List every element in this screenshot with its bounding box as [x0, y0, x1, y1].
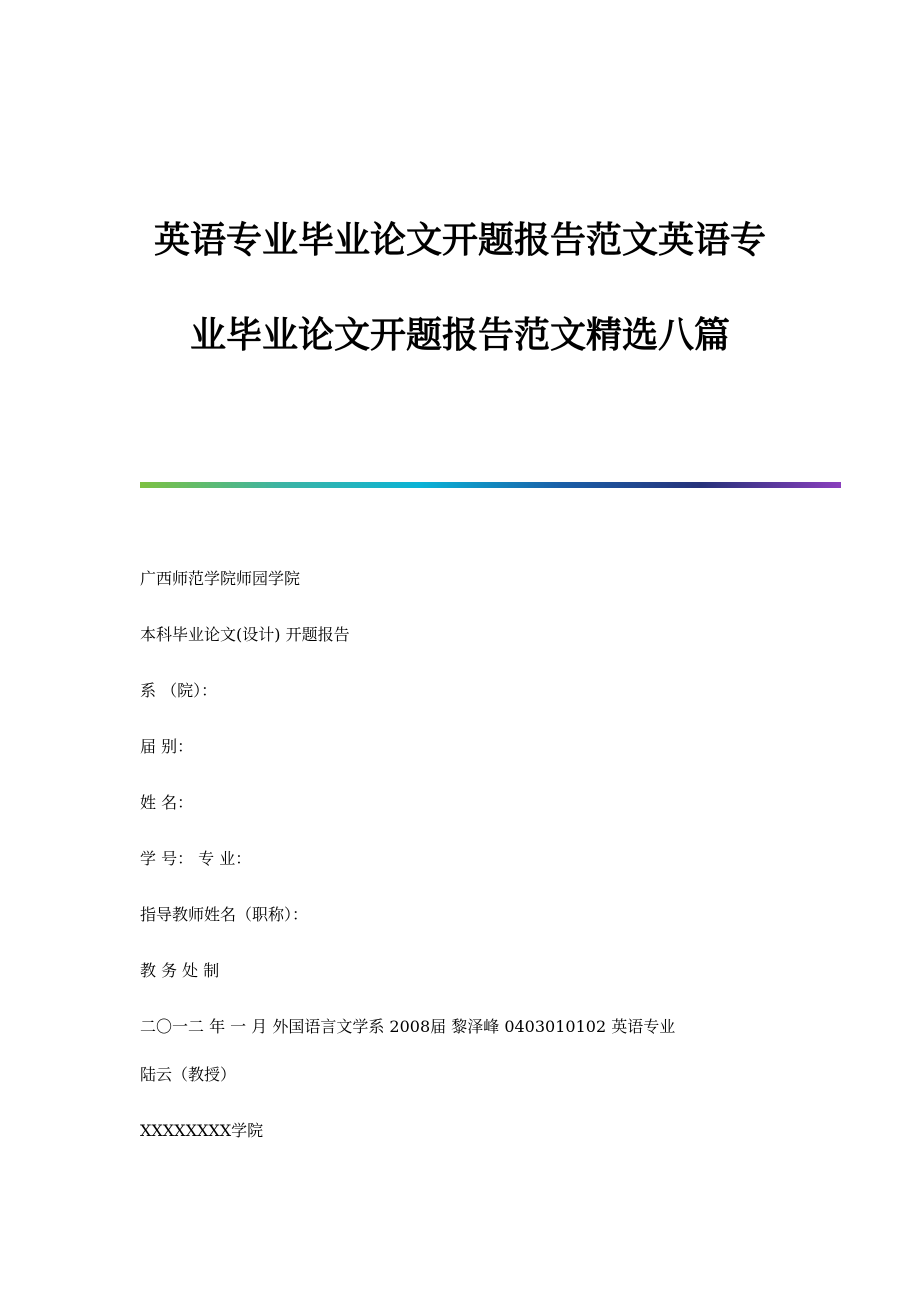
- college-line: XXXXXXXX学院: [140, 1121, 264, 1140]
- name-field: 姓 名：: [140, 793, 194, 812]
- advisor-name-line: 陆云（教授）: [140, 1065, 237, 1084]
- office-line: 教 务 处 制: [140, 961, 220, 980]
- class-year-field: 届 别：: [140, 737, 194, 756]
- student-id-major-field: 学 号： 专 业：: [140, 849, 252, 868]
- document-title-line-2: 业毕业论文开题报告范文精选八篇: [189, 314, 730, 356]
- institution-line: 广西师范学院师园学院: [140, 569, 301, 588]
- gradient-divider: [140, 482, 841, 488]
- advisor-field: 指导教师姓名（职称）：: [140, 905, 309, 924]
- department-field: 系 （院）：: [140, 681, 218, 700]
- report-type-line: 本科毕业论文(设计) 开题报告: [140, 625, 350, 644]
- document-title-line-1: 英语专业毕业论文开题报告范文英语专: [153, 219, 766, 261]
- date-details-line: 二〇一二 年 一 月 外国语言文学系 2008届 黎泽峰 0403010102 英语专业: [140, 1017, 676, 1036]
